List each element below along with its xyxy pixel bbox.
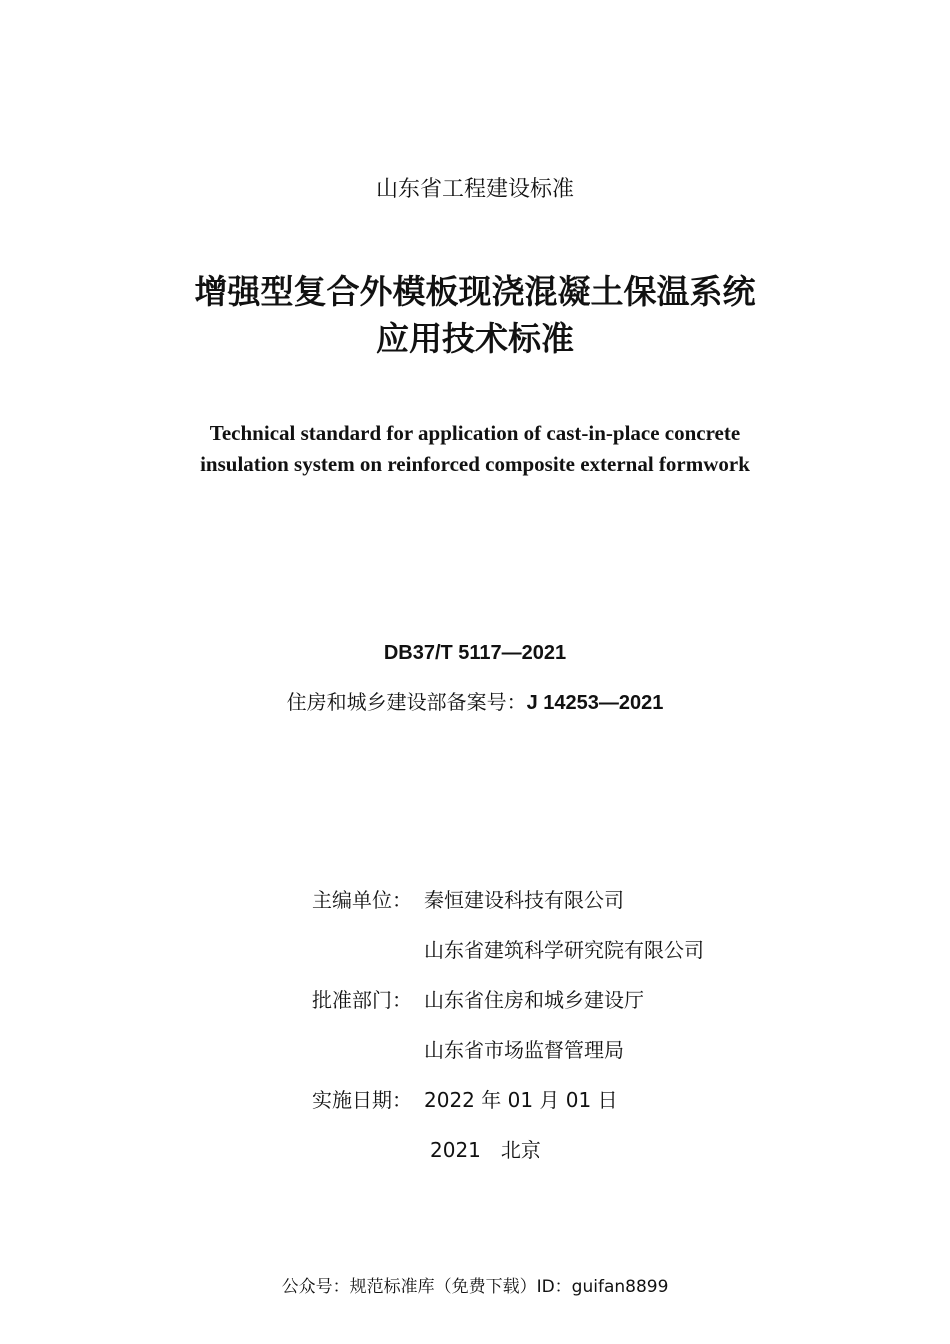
standard-series: 山东省工程建设标准 [375,177,574,202]
editor-unit-1: 秦恒建设科技有限公司 [424,888,624,912]
standard-code: DB37/T 5117—2021 [383,642,567,664]
publish-year-place: 2021 北京 [430,1138,541,1162]
effective-date: 2022 年 01 月 01 日 [424,1088,618,1112]
title-cn-line-1: 增强型复合外模板现浇混凝土保温系统 [194,272,756,311]
editor-label: 主编单位： [312,888,412,912]
approver-dept-1: 山东省住房和城乡建设厅 [424,988,644,1012]
title-en-line-2: insulation system on reinforced composite external formwork [200,452,750,476]
footer-watermark: 公众号：规范标准库（免费下载）ID：guifan8899 [281,1277,669,1297]
title-en-line-1: Technical standard for application of cast-in-place concrete [209,421,741,445]
record-label: 住房和城乡建设部备案号： [286,690,527,714]
editor-unit-2: 山东省建筑科学研究院有限公司 [424,938,704,962]
record-number: J 14253—2021 [526,692,664,714]
approver-label: 批准部门： [312,988,412,1012]
title-cn-line-2: 应用技术标准 [376,319,574,358]
date-label: 实施日期： [312,1088,412,1112]
approver-dept-2: 山东省市场监督管理局 [424,1038,624,1062]
